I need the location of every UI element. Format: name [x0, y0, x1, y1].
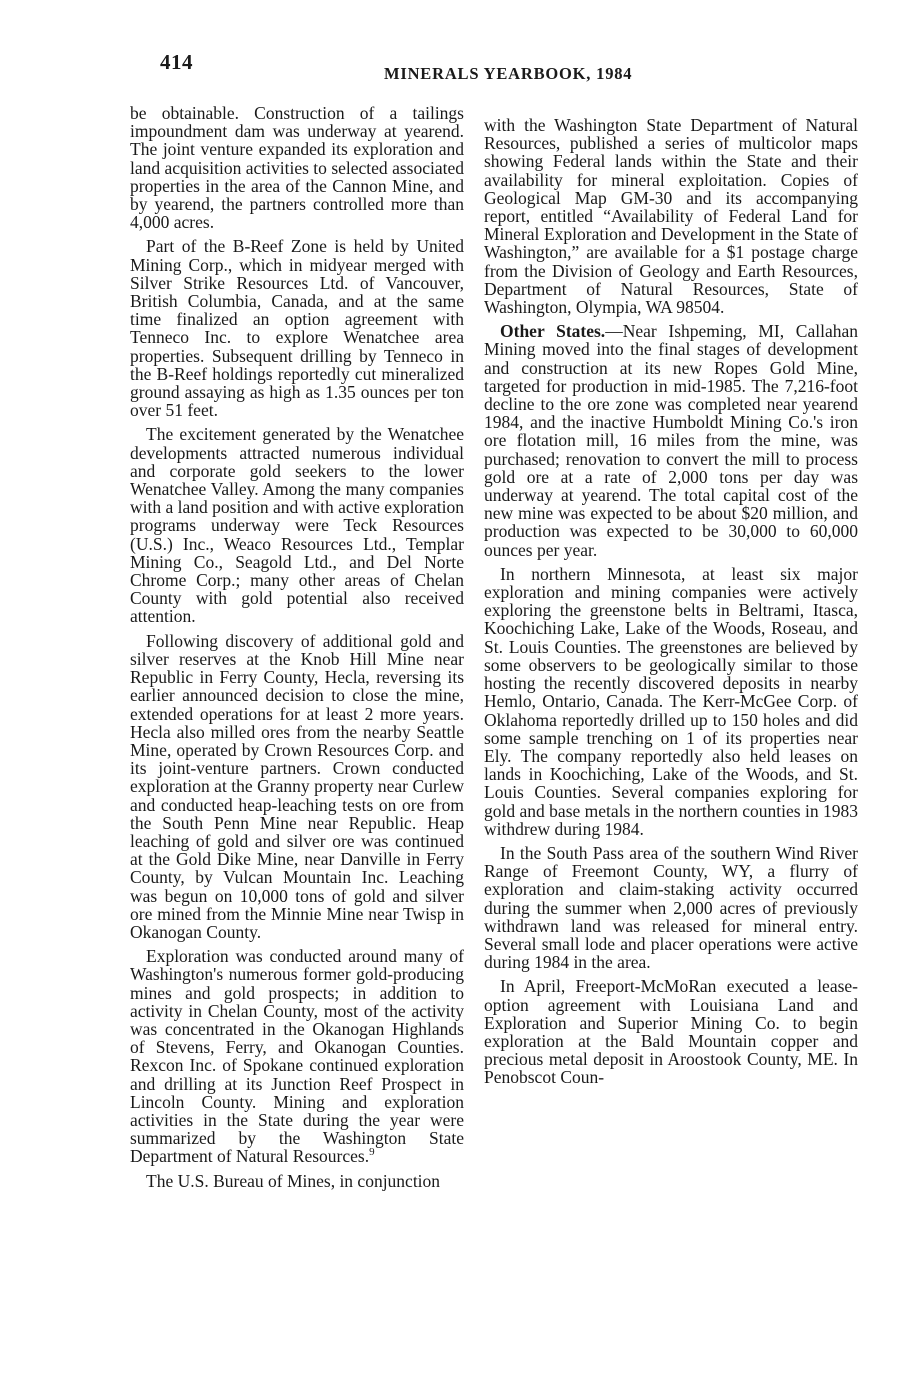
- paragraph: Following discovery of additional gold and silver reserves at the Knob Hill Mine near Republic in Ferry County, Hecla, reversing its earlier announced decision to close the mine, extended operations for at least 2 more years. Hecla also milled ores from the nearby Seattle Mine, operated by Crown Resources Corp. and its joint-venture partners. Crown conducted exploration at the Granny property near Curlew and conducted heap-leaching tests on ore from the South Penn Mine near Republic. Heap leaching of gold and silver ore was continued at the Gold Dike Mine, near Danville in Ferry County, by Vulcan Mountain Inc. Leaching was begun on 10,000 tons of gold and silver ore mined from the Minnie Mine near Twisp in Okanogan County.: [130, 630, 464, 942]
- paragraph: In April, Freeport-McMoRan executed a lease-option agreement with Louisiana Land and Exploration and Superior Mining Co. to begin exploration at the Bald Mountain copper and precious metal deposit in Aroostook County, ME. In Penobscot Coun-: [484, 976, 858, 1088]
- paragraph: Part of the B-Reef Zone is held by United Mining Corp., which in midyear merged with Silver Strike Resources Ltd. of Vancouver, British Columbia, Canada, and at the same time finalized an option agreement with Tenneco Inc. to explore Wenatchee area properties. Subsequent drilling by Tenneco in the B-Reef holdings reportedly cut mineralized ground assaying as high as 1.35 ounces per ton over 51 feet.: [130, 236, 464, 421]
- paragraph: [130, 947, 464, 1165]
- paragraph: be obtainable. Construction of a tailings impoundment dam was underway at yearend. The joint venture expanded its exploration and land acquisition activities to selected associated properties in the area of the Cannon Mine, and by yearend, the partners controlled more than 4,000 acres.: [130, 103, 464, 233]
- paragraph-text: —Near Ishpeming, MI, Callahan Mining moved into the final stages of development and construction at its new Ropes Gold Mine, targeted for production in mid-1985. The 7,216-foot decline to the ore zone was completed near yearend 1984, and the inactive Humboldt Mining Co.'s iron ore flotation mill, 16 miles from the mine, was purchased; renovation to convert the mill to process gold ore at a rate of 2,000 tons per day was underway at yearend. The total capital cost of the new mine was expected to be about $20 million, and production was expected to be 30,000 to 60,000 ounces per year.: [484, 321, 859, 560]
- section-heading: Other States.: [500, 321, 606, 342]
- right-column: [484, 116, 858, 1093]
- paragraph: with the Washington State Department of Natural Resources, published a series of multicolor maps showing Federal lands within the State and their availability for mineral exploitation. Copies of Geological Map GM-30 and its accompanying report, entitled “Availability of Federal Land for Mineral Exploration and Development in the State of Washington,” are available for a $1 postage charge from the Division of Geology and Earth Resources, Department of Natural Resources, State of Washington, Olympia, WA 98504.: [484, 115, 858, 318]
- running-title: MINERALS YEARBOOK, 1984: [384, 64, 633, 83]
- paragraph: The U.S. Bureau of Mines, in conjunction: [146, 1170, 441, 1191]
- paragraph: In the South Pass area of the southern Wind River Range of Freemont County, WY, a flurry of exploration and claim-staking activity occurred during the summer when 2,000 acres of previously withdrawn land was released for mineral entry. Several small lode and placer operations were active during 1984 in the area.: [484, 842, 858, 973]
- paragraph: The excitement generated by the Wenatchee developments attracted numerous individual and corporate gold seekers to the lower Wenatchee Valley. Among the many companies with a land position and with active exploration programs underway were Teck Resources (U.S.) Inc., Weaco Resources Ltd., Templar Mining Co., Seagold Ltd., and Del Norte Chrome Corp.; many other areas of Chelan County with gold potential also received attention.: [130, 424, 464, 627]
- page-number: 414: [160, 50, 193, 74]
- paragraph: In northern Minnesota, at least six major exploration and mining companies were actively exploring the greenstone belts in Beltrami, Itasca, Koochiching Lake, Lake of the Woods, Roseau, and St. Louis Counties. The greenstones are believed by some observers to be geologically similar to those hosting the recently discovered deposits in nearby Hemlo, Ontario, Canada. The Kerr-McGee Corp. of Oklahoma reportedly drilled up to 150 holes and did some sample trenching on 1 of its properties near Ely. The company reportedly also held leases on lands in Koochiching, Lake of the Woods, and St. Louis Counties. Several companies exploring for gold and base metals in the northern counties in 1983 withdrew during 1984.: [484, 563, 858, 839]
- paragraph: [484, 322, 858, 559]
- footnote-marker: 9: [369, 1146, 375, 1159]
- paragraph-text: Exploration was conducted around many of Washington's numerous former gold-producing mines and gold prospects; in addition to activity in Chelan County, most of the activity was concentrated in the Okanogan Highlands of Stevens, Ferry, and Okanogan Counties. Rexcon Inc. of Spokane continued exploration and drilling at its Junction Reef Prospect in Lincoln County. Mining and exploration activities in the State during the year were summarized by the Washington State Department of Natural Resources.: [130, 946, 464, 1167]
- left-column: [130, 104, 464, 1196]
